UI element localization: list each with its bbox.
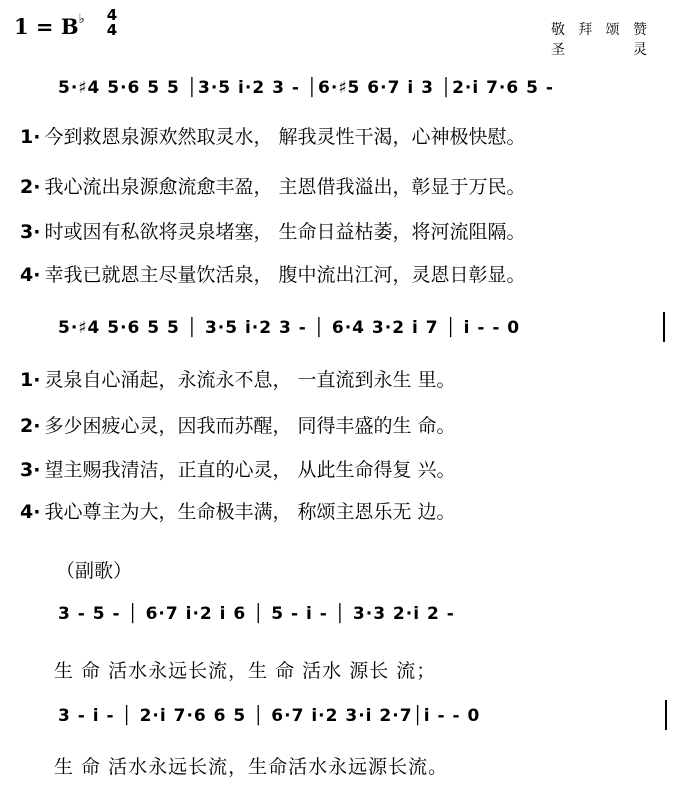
final-barline-chorus — [665, 700, 667, 730]
credit-lyricist: 敬拜颂赞 — [551, 22, 647, 38]
verse-lyric-1: 1· 今到救恩泉源欢然取灵水， 解我灵性干渴，心神极快慰。 — [20, 126, 526, 148]
verse-lyric-4: 4· 幸我已就恩主尽量饮活泉， 腹中流出江河，灵恩日彰显。 — [20, 264, 526, 286]
key-signature: 1 = B♭ — [14, 12, 85, 39]
chorus-label: （副歌） — [56, 560, 133, 582]
final-barline — [663, 312, 665, 342]
refrain-lyric-4: 4· 我心尊主为大，生命极丰满， 称颂主恩乐无 边。 — [20, 501, 456, 523]
verse-notation: 5·♯4 5·6 5 5 │3·5 i·2 3 - │6·♯5 6·7 i 3 │2·i 7·6 5 - — [58, 78, 554, 98]
verse-lyric-3: 3· 时或因有私欲将灵泉堵塞， 生命日益枯萎，将河流阻隔。 — [20, 221, 526, 243]
verse-lyric-2: 2· 我心流出泉源愈流愈丰盈， 主恩借我溢出，彰显于万民。 — [20, 176, 526, 198]
time-signature: 4 4 — [106, 6, 118, 39]
chorus-lyric-2: 生 命 活水永远长流，生命活水永远源长流。 — [54, 756, 449, 778]
chorus-notation-2: 3 - i - │ 2·i 7·6 6 5 │ 6·7 i·2 3·i 2·7│i - - 0 — [58, 706, 481, 726]
refrain-lyric-2: 2· 多少困疲心灵，因我而苏醒， 同得丰盛的生 命。 — [20, 415, 456, 437]
credits — [551, 20, 647, 60]
chorus-notation-1: 3 - 5 - │ 6·7 i·2 i 6 │ 5 - i - │ 3·3 2·i 2 - — [58, 604, 455, 624]
refrain-notation: 5·♯4 5·6 5 5 │ 3·5 i·2 3 - │ 6·4 3·2 i 7 │ i - - 0 — [58, 318, 521, 338]
credit-composer: 圣 灵 — [551, 42, 647, 58]
refrain-lyric-3: 3· 望主赐我清洁，正直的心灵， 从此生命得复 兴。 — [20, 459, 456, 481]
refrain-lyric-1: 1· 灵泉自心涌起，永流永不息， 一直流到永生 里。 — [20, 369, 456, 391]
chorus-lyric-1: 生 命 活水永远长流，生 命 活水 源长 流； — [54, 660, 437, 682]
